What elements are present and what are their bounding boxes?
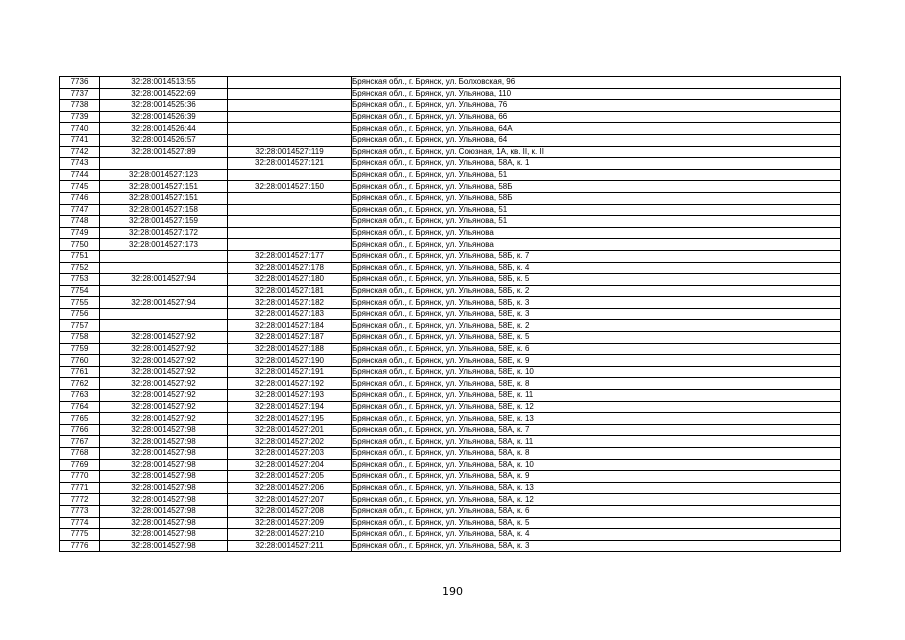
address-cell: Брянская обл., г. Брянск, ул. Ульянова — [352, 227, 841, 239]
address-cell: Брянская обл., г. Брянск, ул. Ульянова, 58А, к. 5 — [352, 517, 841, 529]
parcel-cadastral-cell: 32:28:0014527:151 — [100, 192, 228, 204]
object-cadastral-cell: 32:28:0014527:183 — [228, 308, 352, 320]
object-cadastral-cell: 32:28:0014527:202 — [228, 436, 352, 448]
parcel-cadastral-cell: 32:28:0014527:98 — [100, 505, 228, 517]
table-row — [60, 424, 841, 436]
parcel-cadastral-cell: 32:28:0014526:57 — [100, 134, 228, 146]
table-row — [60, 540, 841, 552]
object-cadastral-cell — [228, 134, 352, 146]
address-cell: Брянская обл., г. Брянск, ул. Болховская, 96 — [352, 77, 841, 89]
object-cadastral-cell — [228, 169, 352, 181]
parcel-cadastral-cell: 32:28:0014527:98 — [100, 540, 228, 552]
address-cell: Брянская обл., г. Брянск, ул. Ульянова, 51 — [352, 204, 841, 216]
address-cell: Брянская обл., г. Брянск, ул. Ульянова, 58Б, к. 3 — [352, 297, 841, 309]
object-cadastral-cell: 32:28:0014527:191 — [228, 366, 352, 378]
row-number-cell: 7746 — [60, 192, 100, 204]
parcel-cadastral-cell: 32:28:0014527:98 — [100, 424, 228, 436]
row-number-cell: 7738 — [60, 100, 100, 112]
table-row — [60, 505, 841, 517]
row-number-cell: 7751 — [60, 250, 100, 262]
table-row — [60, 378, 841, 390]
row-number-cell: 7758 — [60, 332, 100, 344]
row-number-cell: 7760 — [60, 355, 100, 367]
parcel-cadastral-cell: 32:28:0014527:89 — [100, 146, 228, 158]
address-cell: Брянская обл., г. Брянск, ул. Ульянова, 58А, к. 12 — [352, 494, 841, 506]
table-row — [60, 227, 841, 239]
address-cell: Брянская обл., г. Брянск, ул. Ульянова, 58А, к. 6 — [352, 505, 841, 517]
row-number-cell: 7740 — [60, 123, 100, 135]
table-row — [60, 146, 841, 158]
table-row — [60, 134, 841, 146]
table-row — [60, 355, 841, 367]
row-number-cell: 7736 — [60, 77, 100, 89]
row-number-cell: 7744 — [60, 169, 100, 181]
parcel-cadastral-cell: 32:28:0014527:92 — [100, 390, 228, 402]
object-cadastral-cell: 32:28:0014527:210 — [228, 529, 352, 541]
address-cell: Брянская обл., г. Брянск, ул. Ульянова, 64 — [352, 134, 841, 146]
parcel-cadastral-cell: 32:28:0014527:98 — [100, 436, 228, 448]
table-row — [60, 343, 841, 355]
address-cell: Брянская обл., г. Брянск, ул. Ульянова — [352, 239, 841, 251]
object-cadastral-cell: 32:28:0014527:208 — [228, 505, 352, 517]
address-cell: Брянская обл., г. Брянск, ул. Ульянова, 58Е, к. 10 — [352, 366, 841, 378]
object-cadastral-cell: 32:28:0014527:203 — [228, 448, 352, 460]
parcel-cadastral-cell: 32:28:0014527:98 — [100, 459, 228, 471]
object-cadastral-cell: 32:28:0014527:182 — [228, 297, 352, 309]
object-cadastral-cell: 32:28:0014527:201 — [228, 424, 352, 436]
object-cadastral-cell: 32:28:0014527:180 — [228, 274, 352, 286]
address-cell: Брянская обл., г. Брянск, ул. Ульянова, 58А, к. 8 — [352, 448, 841, 460]
table-row — [60, 320, 841, 332]
address-cell: Брянская обл., г. Брянск, ул. Ульянова, 58Е, к. 12 — [352, 401, 841, 413]
row-number-cell: 7750 — [60, 239, 100, 251]
parcel-cadastral-cell: 32:28:0014527:98 — [100, 494, 228, 506]
table-row — [60, 332, 841, 344]
table-row — [60, 401, 841, 413]
table-row — [60, 262, 841, 274]
address-cell: Брянская обл., г. Брянск, ул. Ульянова, 58А, к. 1 — [352, 158, 841, 170]
parcel-cadastral-cell: 32:28:0014526:39 — [100, 111, 228, 123]
row-number-cell: 7752 — [60, 262, 100, 274]
registry-table-body — [60, 77, 841, 552]
row-number-cell: 7759 — [60, 343, 100, 355]
row-number-cell: 7757 — [60, 320, 100, 332]
address-cell: Брянская обл., г. Брянск, ул. Ульянова, 51 — [352, 169, 841, 181]
parcel-cadastral-cell: 32:28:0014527:92 — [100, 378, 228, 390]
row-number-cell: 7754 — [60, 285, 100, 297]
table-row — [60, 459, 841, 471]
row-number-cell: 7742 — [60, 146, 100, 158]
object-cadastral-cell — [228, 216, 352, 228]
row-number-cell: 7756 — [60, 308, 100, 320]
address-cell: Брянская обл., г. Брянск, ул. Ульянова, 58Е, к. 9 — [352, 355, 841, 367]
address-cell: Брянская обл., г. Брянск, ул. Ульянова, 58Е, к. 5 — [352, 332, 841, 344]
address-cell: Брянская обл., г. Брянск, ул. Ульянова, 58Б, к. 5 — [352, 274, 841, 286]
table-row — [60, 494, 841, 506]
object-cadastral-cell — [228, 88, 352, 100]
row-number-cell: 7741 — [60, 134, 100, 146]
object-cadastral-cell: 32:28:0014527:190 — [228, 355, 352, 367]
object-cadastral-cell — [228, 192, 352, 204]
address-cell: Брянская обл., г. Брянск, ул. Ульянова, 58А, к. 3 — [352, 540, 841, 552]
row-number-cell: 7761 — [60, 366, 100, 378]
address-cell: Брянская обл., г. Брянск, ул. Ульянова, 58А, к. 9 — [352, 471, 841, 483]
table-row — [60, 111, 841, 123]
object-cadastral-cell: 32:28:0014527:207 — [228, 494, 352, 506]
table-row — [60, 274, 841, 286]
table-row — [60, 158, 841, 170]
address-cell: Брянская обл., г. Брянск, ул. Ульянова, 51 — [352, 216, 841, 228]
table-row — [60, 448, 841, 460]
parcel-cadastral-cell: 32:28:0014527:94 — [100, 297, 228, 309]
object-cadastral-cell: 32:28:0014527:184 — [228, 320, 352, 332]
parcel-cadastral-cell: 32:28:0014526:44 — [100, 123, 228, 135]
object-cadastral-cell: 32:28:0014527:205 — [228, 471, 352, 483]
parcel-cadastral-cell: 32:28:0014525:36 — [100, 100, 228, 112]
parcel-cadastral-cell: 32:28:0014513:55 — [100, 77, 228, 89]
row-number-cell: 7762 — [60, 378, 100, 390]
table-row — [60, 192, 841, 204]
object-cadastral-cell: 32:28:0014527:177 — [228, 250, 352, 262]
object-cadastral-cell: 32:28:0014527:204 — [228, 459, 352, 471]
address-cell: Брянская обл., г. Брянск, ул. Ульянова, 58Е, к. 3 — [352, 308, 841, 320]
object-cadastral-cell: 32:28:0014527:188 — [228, 343, 352, 355]
registry-table — [59, 76, 841, 552]
row-number-cell: 7775 — [60, 529, 100, 541]
row-number-cell: 7764 — [60, 401, 100, 413]
row-number-cell: 7763 — [60, 390, 100, 402]
parcel-cadastral-cell: 32:28:0014522:69 — [100, 88, 228, 100]
object-cadastral-cell — [228, 123, 352, 135]
row-number-cell: 7766 — [60, 424, 100, 436]
address-cell: Брянская обл., г. Брянск, ул. Ульянова, 58Б, к. 2 — [352, 285, 841, 297]
parcel-cadastral-cell: 32:28:0014527:98 — [100, 529, 228, 541]
table-row — [60, 471, 841, 483]
address-cell: Брянская обл., г. Брянск, ул. Ульянова, 58Е, к. 13 — [352, 413, 841, 425]
row-number-cell: 7765 — [60, 413, 100, 425]
row-number-cell: 7737 — [60, 88, 100, 100]
parcel-cadastral-cell: 32:28:0014527:173 — [100, 239, 228, 251]
row-number-cell: 7769 — [60, 459, 100, 471]
object-cadastral-cell: 32:28:0014527:211 — [228, 540, 352, 552]
object-cadastral-cell: 32:28:0014527:209 — [228, 517, 352, 529]
address-cell: Брянская обл., г. Брянск, ул. Ульянова, 58А, к. 10 — [352, 459, 841, 471]
row-number-cell: 7771 — [60, 482, 100, 494]
table-row — [60, 297, 841, 309]
address-cell: Брянская обл., г. Брянск, ул. Ульянова, 58Е, к. 11 — [352, 390, 841, 402]
object-cadastral-cell — [228, 100, 352, 112]
object-cadastral-cell — [228, 204, 352, 216]
address-cell: Брянская обл., г. Брянск, ул. Ульянова, 58Е, к. 6 — [352, 343, 841, 355]
parcel-cadastral-cell: 32:28:0014527:92 — [100, 413, 228, 425]
address-cell: Брянская обл., г. Брянск, ул. Ульянова, 58Б, к. 4 — [352, 262, 841, 274]
object-cadastral-cell: 32:28:0014527:181 — [228, 285, 352, 297]
row-number-cell: 7739 — [60, 111, 100, 123]
parcel-cadastral-cell — [100, 262, 228, 274]
object-cadastral-cell: 32:28:0014527:192 — [228, 378, 352, 390]
row-number-cell: 7747 — [60, 204, 100, 216]
parcel-cadastral-cell: 32:28:0014527:158 — [100, 204, 228, 216]
table-row — [60, 239, 841, 251]
parcel-cadastral-cell: 32:28:0014527:123 — [100, 169, 228, 181]
address-cell: Брянская обл., г. Брянск, ул. Ульянова, 58А, к. 13 — [352, 482, 841, 494]
address-cell: Брянская обл., г. Брянск, ул. Ульянова, 110 — [352, 88, 841, 100]
row-number-cell: 7776 — [60, 540, 100, 552]
address-cell: Брянская обл., г. Брянск, ул. Союзная, 1А, кв. II, к. II — [352, 146, 841, 158]
address-cell: Брянская обл., г. Брянск, ул. Ульянова, 58Е, к. 8 — [352, 378, 841, 390]
object-cadastral-cell — [228, 111, 352, 123]
object-cadastral-cell: 32:28:0014527:119 — [228, 146, 352, 158]
object-cadastral-cell: 32:28:0014527:150 — [228, 181, 352, 193]
address-cell: Брянская обл., г. Брянск, ул. Ульянова, 66 — [352, 111, 841, 123]
parcel-cadastral-cell — [100, 308, 228, 320]
address-cell: Брянская обл., г. Брянск, ул. Ульянова, 58А, к. 11 — [352, 436, 841, 448]
address-cell: Брянская обл., г. Брянск, ул. Ульянова, 76 — [352, 100, 841, 112]
address-cell: Брянская обл., г. Брянск, ул. Ульянова, 58Б, к. 7 — [352, 250, 841, 262]
table-row — [60, 390, 841, 402]
address-cell: Брянская обл., г. Брянск, ул. Ульянова, 58Б — [352, 192, 841, 204]
table-row — [60, 181, 841, 193]
table-row — [60, 216, 841, 228]
parcel-cadastral-cell — [100, 158, 228, 170]
table-row — [60, 529, 841, 541]
row-number-cell: 7773 — [60, 505, 100, 517]
table-row — [60, 413, 841, 425]
row-number-cell: 7772 — [60, 494, 100, 506]
row-number-cell: 7753 — [60, 274, 100, 286]
row-number-cell: 7748 — [60, 216, 100, 228]
row-number-cell: 7755 — [60, 297, 100, 309]
parcel-cadastral-cell: 32:28:0014527:98 — [100, 482, 228, 494]
table-row — [60, 366, 841, 378]
parcel-cadastral-cell: 32:28:0014527:98 — [100, 448, 228, 460]
object-cadastral-cell: 32:28:0014527:187 — [228, 332, 352, 344]
row-number-cell: 7749 — [60, 227, 100, 239]
object-cadastral-cell: 32:28:0014527:206 — [228, 482, 352, 494]
parcel-cadastral-cell: 32:28:0014527:172 — [100, 227, 228, 239]
parcel-cadastral-cell: 32:28:0014527:151 — [100, 181, 228, 193]
object-cadastral-cell — [228, 77, 352, 89]
object-cadastral-cell: 32:28:0014527:178 — [228, 262, 352, 274]
page-number: 190 — [442, 585, 463, 598]
address-cell: Брянская обл., г. Брянск, ул. Ульянова, 58Е, к. 2 — [352, 320, 841, 332]
row-number-cell: 7743 — [60, 158, 100, 170]
row-number-cell: 7767 — [60, 436, 100, 448]
parcel-cadastral-cell — [100, 250, 228, 262]
parcel-cadastral-cell: 32:28:0014527:94 — [100, 274, 228, 286]
table-row — [60, 123, 841, 135]
table-row — [60, 250, 841, 262]
parcel-cadastral-cell: 32:28:0014527:98 — [100, 471, 228, 483]
row-number-cell: 7774 — [60, 517, 100, 529]
table-row — [60, 88, 841, 100]
object-cadastral-cell: 32:28:0014527:193 — [228, 390, 352, 402]
parcel-cadastral-cell: 32:28:0014527:92 — [100, 366, 228, 378]
address-cell: Брянская обл., г. Брянск, ул. Ульянова, 58Б — [352, 181, 841, 193]
parcel-cadastral-cell: 32:28:0014527:92 — [100, 332, 228, 344]
table-row — [60, 308, 841, 320]
parcel-cadastral-cell: 32:28:0014527:92 — [100, 401, 228, 413]
parcel-cadastral-cell: 32:28:0014527:159 — [100, 216, 228, 228]
address-cell: Брянская обл., г. Брянск, ул. Ульянова, 58А, к. 4 — [352, 529, 841, 541]
table-row — [60, 169, 841, 181]
parcel-cadastral-cell: 32:28:0014527:98 — [100, 517, 228, 529]
table-row — [60, 517, 841, 529]
table-row — [60, 77, 841, 89]
address-cell: Брянская обл., г. Брянск, ул. Ульянова, 64А — [352, 123, 841, 135]
table-row — [60, 100, 841, 112]
row-number-cell: 7770 — [60, 471, 100, 483]
parcel-cadastral-cell: 32:28:0014527:92 — [100, 343, 228, 355]
table-row — [60, 204, 841, 216]
row-number-cell: 7768 — [60, 448, 100, 460]
table-row — [60, 285, 841, 297]
object-cadastral-cell — [228, 227, 352, 239]
parcel-cadastral-cell — [100, 320, 228, 332]
table-row — [60, 436, 841, 448]
object-cadastral-cell — [228, 239, 352, 251]
object-cadastral-cell: 32:28:0014527:121 — [228, 158, 352, 170]
row-number-cell: 7745 — [60, 181, 100, 193]
address-cell: Брянская обл., г. Брянск, ул. Ульянова, 58А, к. 7 — [352, 424, 841, 436]
parcel-cadastral-cell — [100, 285, 228, 297]
object-cadastral-cell: 32:28:0014527:194 — [228, 401, 352, 413]
table-row — [60, 482, 841, 494]
parcel-cadastral-cell: 32:28:0014527:92 — [100, 355, 228, 367]
object-cadastral-cell: 32:28:0014527:195 — [228, 413, 352, 425]
